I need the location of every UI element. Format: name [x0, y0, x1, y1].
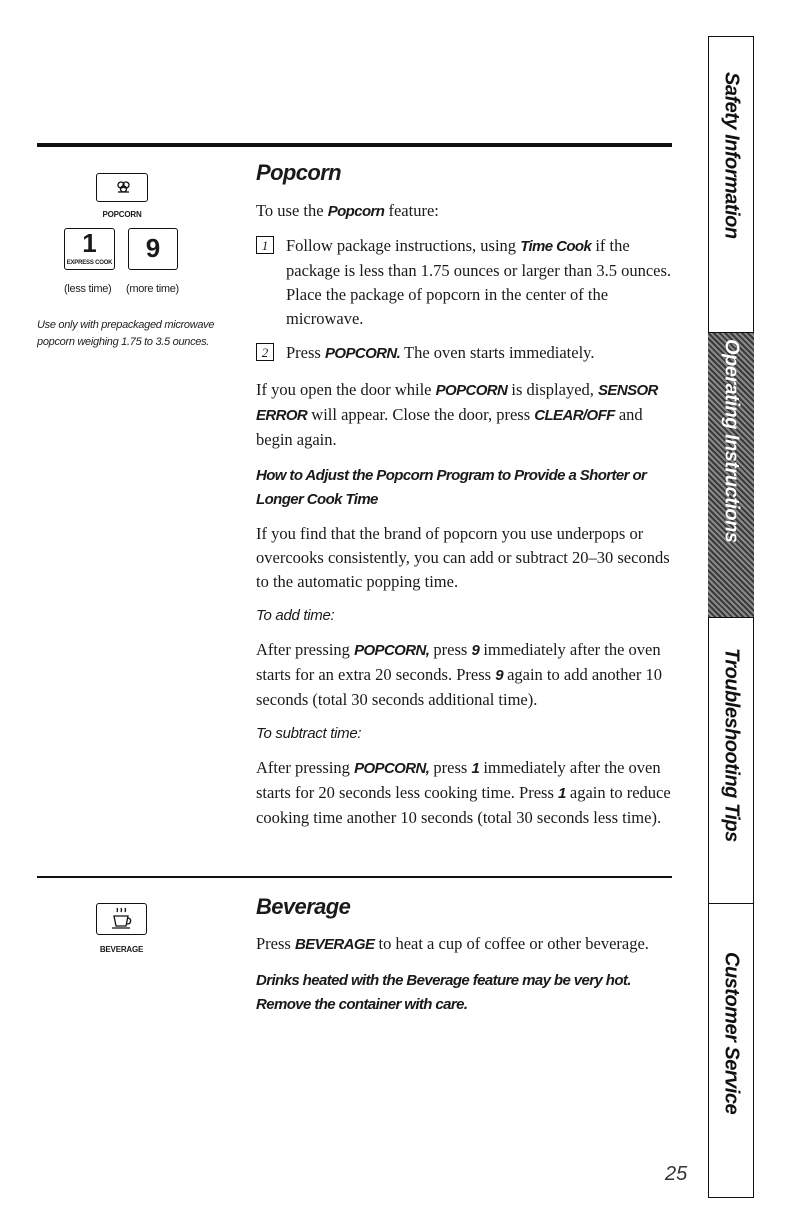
para-g: and begin again.	[256, 405, 643, 449]
intro-bold: Popcorn	[327, 203, 385, 220]
tab-troubleshooting-tips	[708, 618, 754, 904]
step-2-post: The oven starts immediately.	[400, 343, 595, 362]
less-time-label: (less time)	[64, 283, 112, 295]
more-time-label: (more time)	[126, 283, 179, 295]
popcorn-key	[96, 173, 148, 202]
sub-d: 1	[471, 760, 480, 777]
beverage-section	[256, 894, 676, 1017]
step-2-pre: Press	[286, 343, 325, 362]
top-rule	[37, 143, 672, 147]
beverage-key-label: BEVERAGE	[99, 945, 144, 954]
express-cook-label: EXPRESS COOK	[66, 260, 113, 266]
intro-text: To use the	[256, 201, 328, 220]
nine-key	[128, 228, 178, 270]
para-c: is displayed,	[507, 380, 599, 399]
step-1-post: if the package is less than 1.75 ounces or larger than 3.5 ounces. Place the package of popcorn in the center of the microwave.	[286, 236, 672, 328]
step-1-pre: Follow package instructions, using	[286, 236, 521, 255]
tab-safety-information	[708, 36, 754, 333]
adjust-heading: How to Adjust the Popcorn Program to Provide a Shorter or Longer Cook Time	[256, 467, 647, 508]
popcorn-step-1	[256, 234, 676, 331]
para-e: will appear. Close the door, press	[307, 405, 535, 424]
express-cook-key	[64, 228, 115, 270]
tab-operating-instructions	[708, 333, 754, 618]
para-d: SENSOR ERROR	[256, 382, 658, 424]
nine-key-number: 9	[145, 233, 161, 263]
sub-b: POPCORN,	[354, 760, 430, 777]
page-number: 25	[665, 1163, 688, 1185]
add-time-heading: To add time:	[256, 607, 335, 624]
adjust-text: If you find that the brand of popcorn you use underpops or overcooks consistently, you can add or subtract 20–30 seconds to the automatic popping time.	[256, 524, 670, 591]
add-a: After pressing	[256, 640, 355, 659]
step-1-text	[286, 234, 676, 331]
intro-post: feature:	[384, 201, 439, 220]
step-1-bold: Time Cook	[520, 238, 592, 255]
step-2-text	[286, 341, 676, 366]
sub-g: again to reduce cooking time another 10 seconds (total 30 seconds less time).	[256, 783, 671, 827]
cup-icon	[97, 904, 146, 934]
tab-customer-label: Customer Service	[720, 952, 743, 1115]
step-2-bold: POPCORN.	[324, 345, 401, 362]
popcorn-step-2	[256, 341, 676, 366]
para-a: If you open the door while	[256, 380, 436, 399]
beverage-warning: Drinks heated with the Beverage feature may be very hot. Remove the container with care.	[256, 972, 631, 1013]
beverage-a: Press	[256, 934, 295, 953]
add-c: press	[429, 640, 472, 659]
beverage-title: Beverage	[256, 894, 351, 919]
beverage-c: to heat a cup of coffee or other beverage.	[374, 934, 649, 953]
sub-a: After pressing	[256, 758, 355, 777]
add-d: 9	[471, 642, 480, 659]
tab-safety-label: Safety Information	[720, 72, 743, 239]
add-e: immediately after the oven starts for an extra 20 seconds. Press	[256, 640, 661, 684]
para-b: POPCORN	[435, 382, 508, 399]
subtract-time-text	[256, 756, 676, 830]
add-b: POPCORN,	[354, 642, 430, 659]
popcorn-title: Popcorn	[256, 160, 342, 185]
step-2-number: 2	[256, 343, 274, 361]
add-time-text	[256, 638, 676, 712]
para-f: CLEAR/OFF	[534, 407, 615, 424]
popcorn-section	[256, 160, 676, 830]
tab-operating-label: Operating Instructions	[720, 339, 743, 543]
tab-customer-service	[708, 904, 754, 1198]
subtract-time-heading: To subtract time:	[256, 725, 362, 742]
beverage-text	[256, 932, 676, 957]
express-cook-number: 1	[82, 228, 97, 258]
sub-e: immediately after the oven starts for 20 seconds less cooking time. Press	[256, 758, 661, 802]
popcorn-key-label: POPCORN	[102, 210, 142, 219]
middle-rule	[37, 876, 672, 878]
sub-c: press	[429, 758, 472, 777]
beverage-key	[96, 903, 147, 935]
add-g: again to add another 10 seconds (total 30 seconds additional time).	[256, 665, 662, 709]
door-open-paragraph	[256, 378, 676, 452]
sub-f: 1	[558, 785, 566, 802]
popcorn-intro	[256, 199, 676, 224]
step-1-number: 1	[256, 236, 274, 254]
side-note: Use only with prepackaged microwave popcorn weighing 1.75 to 3.5 ounces.	[37, 319, 215, 348]
add-f: 9	[495, 667, 503, 684]
popcorn-icon	[97, 174, 149, 201]
beverage-b: BEVERAGE	[294, 936, 375, 953]
tab-troubleshooting-label: Troubleshooting Tips	[720, 648, 743, 842]
